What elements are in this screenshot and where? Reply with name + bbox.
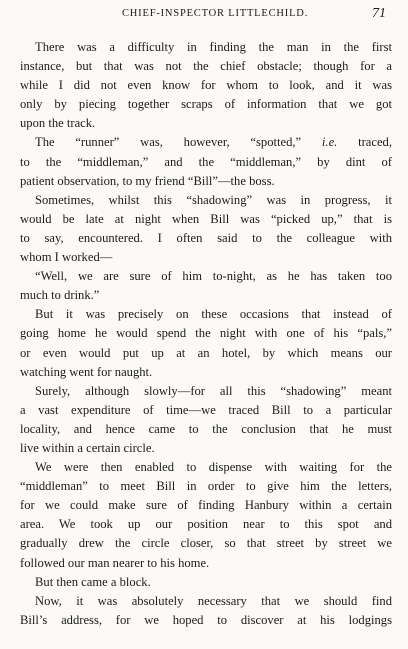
text-line: to say, encountered. I often said to the colleague with (20, 230, 392, 245)
text-line: watching went for naught. (20, 364, 153, 379)
text-line: while I did not even know for whom to look, and it was (20, 78, 392, 93)
text-line: locality, and hence came to the conclusion that he must (20, 421, 392, 436)
text-line: or even would put up at an hotel, by which means our (20, 345, 392, 360)
text-line: gradually drew the circle closer, so that street by street we (20, 536, 392, 551)
text-line: The “runner” was, however, “spotted,” i.e. traced, (35, 135, 392, 150)
text-line: We were then enabled to dispense with waiting for the (35, 460, 392, 475)
body-text (20, 38, 392, 630)
text-line: would be late at night when Bill was “picked up,” that is (20, 211, 392, 226)
text-line: Now, it was absolutely necessary that we should find (35, 593, 392, 608)
text-line: patient observation, to my friend “Bill”—the boss. (20, 173, 275, 188)
text-line: going home he would spend the night with one of his “pals,” (20, 326, 392, 341)
text-line: followed our man nearer to his home. (20, 555, 210, 570)
text-line: Surely, although slowly—for all this “shadowing” meant (35, 383, 392, 398)
text-line: Sometimes, whilst this “shadowing” was in progress, it (35, 192, 392, 207)
text-line: area. We took up our position near to this spot and (20, 517, 392, 532)
text-line: much to drink.” (20, 288, 100, 303)
running-head (0, 8, 408, 26)
text-line: But then came a block. (35, 574, 151, 589)
text-line: live within a certain circle. (20, 440, 155, 455)
text-line: instance, but that was not the chief obstacle; though for a (20, 59, 392, 74)
text-line: “middleman” to meet Bill in order to give him the letters, (20, 479, 392, 494)
text-line: upon the track. (20, 116, 96, 131)
text-line: “Well, we are sure of him to-night, as he has taken too (35, 269, 392, 284)
text-line: There was a difficulty in finding the man in the first (35, 40, 392, 54)
text-line: whom I worked— (20, 250, 113, 265)
text-line: a vast expenditure of time—we traced Bill to a particular (20, 402, 392, 417)
text-line: for we could make sure of finding Hanbury within a certain (20, 498, 392, 513)
text-line: But it was precisely on these occasions that instead of (35, 307, 392, 322)
text-line: to the “middleman,” and the “middleman,” by dint of (20, 154, 392, 169)
text-line: only by piecing together scraps of information that we got (20, 97, 392, 112)
running-head-title: CHIEF-INSPECTOR LITTLECHILD. (122, 8, 309, 19)
page-number: 71 (372, 6, 386, 21)
text-line: Bill’s address, for we hoped to discover at his lodgings (20, 612, 392, 627)
